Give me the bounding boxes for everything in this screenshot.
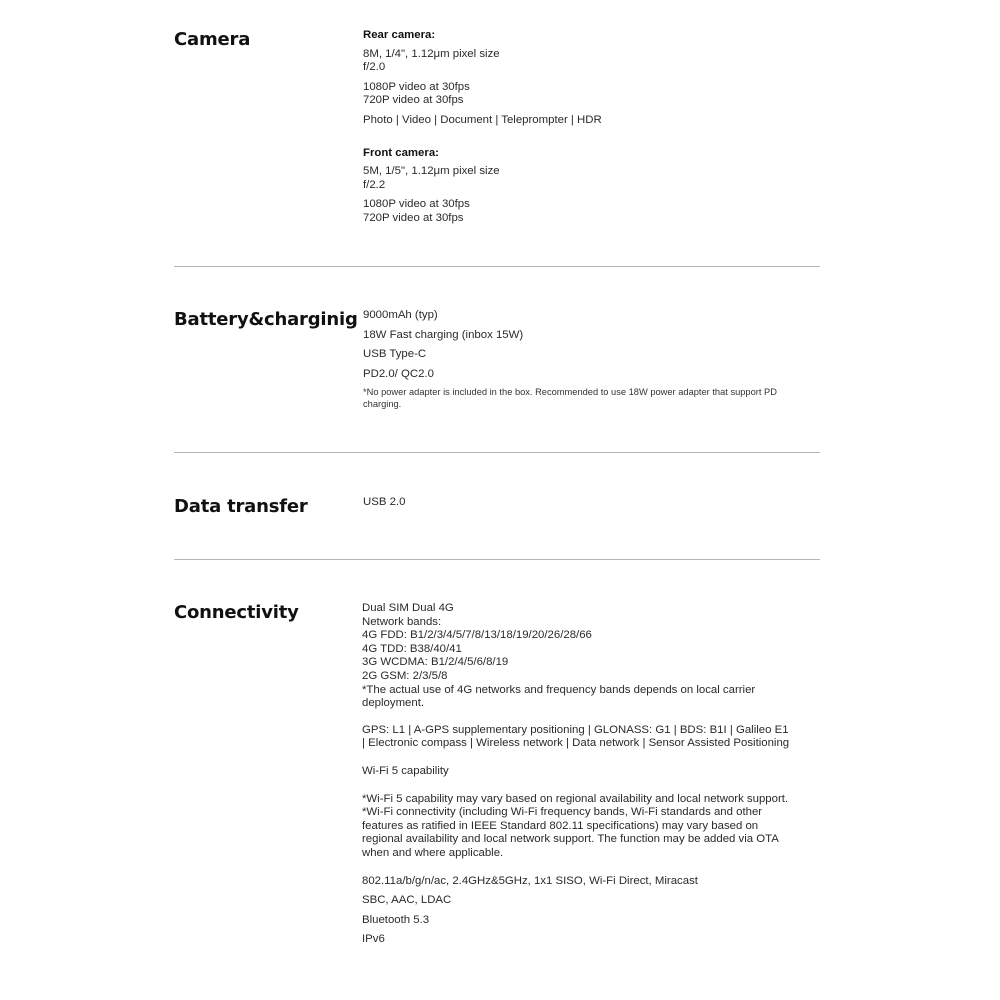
front-sensor: 5M, 1/5", 1.12μm pixel size (363, 165, 500, 178)
front-camera-specs (363, 165, 803, 192)
charging-port: USB Type-C (363, 348, 427, 361)
section-title: Camera (174, 29, 251, 50)
ipv6-support: IPv6 (362, 933, 385, 946)
rear-sensor: 8M, 1/4", 1.12μm pixel size (363, 47, 500, 60)
front-video (363, 198, 803, 225)
wifi-note-2: *Wi-Fi connectivity (including Wi-Fi frequency bands, Wi-Fi standards and other features as ratified in IEEE Standard 802.11 specifications) may vary based on regional availability and local network support. The function may be added via OTA when and where applicable. (362, 806, 779, 859)
sim-support: Dual SIM Dual 4G (362, 602, 454, 614)
network-block (362, 602, 794, 711)
bands-note: *The actual use of 4G networks and frequency bands depends on local carrier deployment. (362, 683, 756, 710)
divider (174, 266, 820, 267)
band-3g-wcdma: 3G WCDMA: B1/2/4/5/6/8/19 (362, 656, 509, 669)
battery-capacity: 9000mAh (typ) (363, 309, 438, 321)
fast-charging: 18W Fast charging (inbox 15W) (363, 328, 524, 341)
section-title: Connectivity (174, 602, 299, 623)
section-content (363, 496, 803, 516)
divider (174, 452, 820, 453)
data-transfer-value: USB 2.0 (363, 496, 406, 508)
section-content (363, 309, 803, 410)
audio-codecs: SBC, AAC, LDAC (362, 894, 452, 907)
power-adapter-note: *No power adapter is included in the box. Recommended to use 18W power adapter that support PD charging. (363, 387, 777, 409)
front-camera-heading: Front camera: (363, 146, 439, 159)
wifi-standards: 802.11a/b/g/n/ac, 2.4GHz&5GHz, 1x1 SISO, Wi-Fi Direct, Miracast (362, 874, 698, 887)
divider (174, 559, 820, 560)
section-title: Data transfer (174, 496, 308, 517)
section-content (362, 602, 794, 953)
rear-video-1080: 1080P video at 30fps (363, 80, 470, 93)
charging-protocols: PD2.0/ QC2.0 (363, 367, 434, 380)
bluetooth-version: Bluetooth 5.3 (362, 913, 430, 926)
rear-camera-specs (363, 48, 803, 75)
wifi-note-1: *Wi-Fi 5 capability may vary based on regional availability and local network support. (362, 792, 789, 805)
rear-modes: Photo | Video | Document | Teleprompter | HDR (363, 113, 602, 126)
rear-video (363, 81, 803, 108)
rear-video-720: 720P video at 30fps (363, 94, 464, 107)
section-content (363, 29, 803, 232)
band-4g-fdd: 4G FDD: B1/2/3/4/5/7/8/13/18/19/20/26/28/66 (362, 629, 592, 642)
wifi-capability: Wi-Fi 5 capability (362, 764, 449, 777)
band-2g-gsm: 2G GSM: 2/3/5/8 (362, 669, 448, 682)
front-video-1080: 1080P video at 30fps (363, 198, 470, 211)
band-4g-tdd: 4G TDD: B38/40/41 (362, 642, 462, 655)
section-title: Battery&charginig (174, 309, 358, 330)
positioning: GPS: L1 | A-GPS supplementary positioning | GLONASS: G1 | BDS: B1I | Galileo E1 | Electronic compass | Wireless network | Data network | Sensor Assisted Positioning (362, 723, 790, 750)
rear-camera-heading: Rear camera: (363, 29, 436, 41)
network-bands-label: Network bands: (362, 615, 442, 628)
rear-aperture: f/2.0 (363, 61, 386, 74)
front-aperture: f/2.2 (363, 178, 386, 191)
front-video-720: 720P video at 30fps (363, 211, 464, 224)
